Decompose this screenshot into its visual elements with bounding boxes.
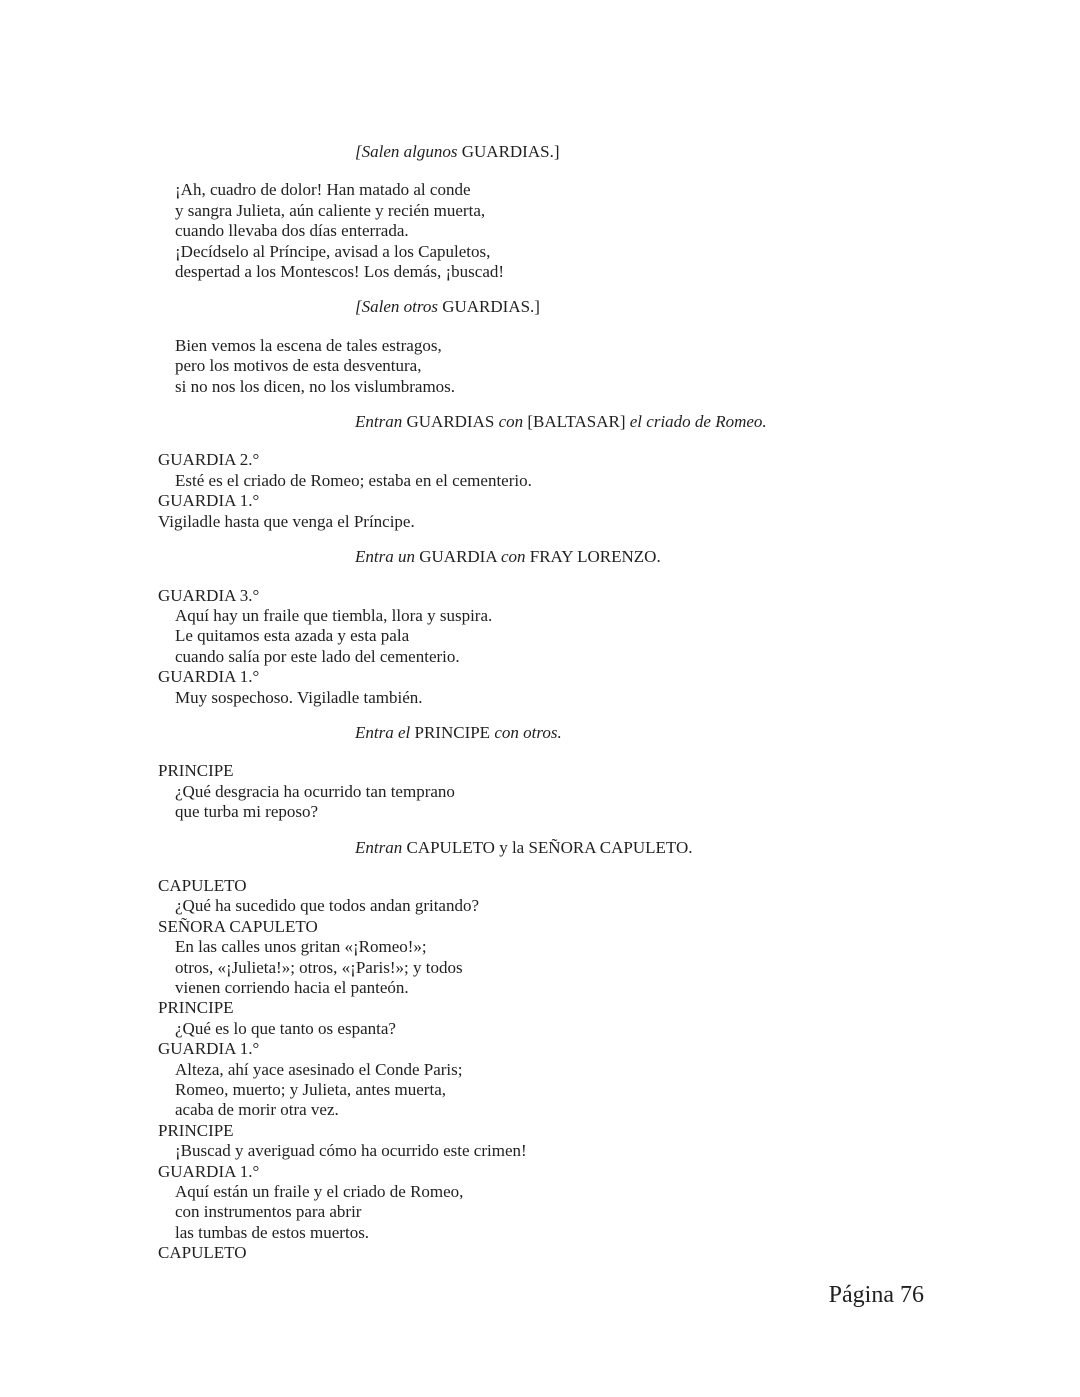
verse-line: ¡Ah, cuadro de dolor! Han matado al conde: [175, 180, 471, 200]
stage-direction-segment: GUARDIA: [419, 547, 501, 567]
speech-block: [158, 450, 1018, 491]
stage-direction: [355, 142, 1018, 162]
speech-block: [158, 1162, 1018, 1244]
stage-direction-segment: [Salen algunos: [355, 142, 462, 161]
play-text: [158, 127, 1018, 1264]
dialogue-line: con instrumentos para abrir: [175, 1202, 362, 1222]
stage-direction: [355, 547, 1018, 567]
verse-line: pero los motivos de esta desventura,: [175, 356, 422, 376]
page-number: Página 76: [828, 1282, 924, 1308]
speaker-name: GUARDIA 1.°: [158, 491, 260, 511]
dialogue-line: Esté es el criado de Romeo; estaba en el cementerio.: [175, 470, 532, 490]
dialogue-line: vienen corriendo hacia el panteón.: [175, 978, 409, 997]
stage-direction-segment: Entran: [355, 412, 407, 432]
dialogue-line: Romeo, muerto; y Julieta, antes muerta,: [175, 1080, 446, 1100]
speaker-name: CAPULETO: [158, 875, 247, 895]
speaker-name: PRINCIPE: [158, 761, 234, 781]
speech-block: [158, 876, 1018, 917]
stage-direction-segment: Entra un: [355, 547, 420, 567]
speech-block: [158, 998, 1018, 1039]
verse-line: despertad a los Montescos! Los demás, ¡buscad!: [175, 262, 505, 282]
stage-direction: [355, 297, 1018, 317]
dialogue-line: las tumbas de estos muertos.: [175, 1222, 370, 1242]
stage-direction-segment: GUARDIAS.]: [442, 297, 540, 317]
speaker-name: PRINCIPE: [158, 1120, 234, 1140]
speaker-name: GUARDIA 3.°: [158, 585, 260, 605]
dialogue-line: En las calles unos gritan «¡Romeo!»;: [175, 937, 427, 957]
stage-direction-segment: PRINCIPE: [414, 722, 495, 742]
speaker-name: SEÑORA CAPULETO: [158, 916, 318, 936]
dialogue-line: ¿Qué es lo que tanto os espanta?: [175, 1018, 396, 1038]
dialogue-line: Aquí hay un fraile que tiembla, llora y suspira.: [175, 605, 493, 625]
stage-direction-segment: el criado de Romeo.: [629, 412, 767, 432]
dialogue-line: Vigiladle hasta que venga el Príncipe.: [158, 511, 415, 531]
speech-block: [158, 491, 1018, 532]
stage-direction-segment: con otros.: [494, 722, 562, 742]
verse-block: [158, 336, 1018, 397]
stage-direction-segment: [Salen otros: [355, 297, 443, 317]
stage-direction-segment: [BALTASAR]: [527, 412, 630, 432]
dialogue-line: acaba de morir otra vez.: [175, 1100, 339, 1120]
dialogue-line: Alteza, ahí yace asesinado el Conde Paris;: [175, 1059, 463, 1079]
verse-line: si no nos los dicen, no los vislumbramos.: [175, 376, 456, 396]
dialogue-line: ¡Buscad y averiguad cómo ha ocurrido este crimen!: [175, 1141, 527, 1161]
dialogue-line: otros, «¡Julieta!»; otros, «¡Paris!»; y todos: [175, 957, 463, 977]
verse-line: y sangra Julieta, aún caliente y recién muerta,: [175, 200, 486, 220]
dialogue-line: Muy sospechoso. Vigiladle también.: [175, 687, 423, 707]
verse-line: cuando llevaba dos días enterrada.: [175, 221, 409, 241]
speaker-name: CAPULETO: [158, 1243, 247, 1263]
speaker-name: PRINCIPE: [158, 998, 234, 1018]
stage-direction-segment: Entra el: [355, 722, 415, 742]
speech-block: [158, 667, 1018, 708]
dialogue-line: ¿Qué ha sucedido que todos andan gritando?: [175, 896, 480, 916]
speech-block: [158, 1243, 1018, 1263]
speech-block: [158, 917, 1018, 999]
stage-direction: [355, 723, 1018, 743]
dialogue-line: que turba mi reposo?: [175, 802, 319, 822]
speech-block: [158, 761, 1018, 822]
dialogue-line: cuando salía por este lado del cementerio.: [175, 646, 460, 666]
dialogue-line: ¿Qué desgracia ha ocurrido tan temprano: [175, 781, 455, 801]
stage-direction-segment: CAPULETO y la SEÑORA CAPULETO.: [406, 837, 693, 857]
speech-block: [158, 1039, 1018, 1121]
stage-direction: [355, 412, 1018, 432]
dialogue-line: Le quitamos esta azada y esta pala: [175, 626, 410, 646]
stage-direction-segment: FRAY LORENZO.: [529, 547, 661, 567]
verse-line: Bien vemos la escena de tales estragos,: [175, 335, 442, 355]
speech-block: [158, 1121, 1018, 1162]
stage-direction: [355, 838, 1018, 858]
verse-line: ¡Decídselo al Príncipe, avisad a los Capuletos,: [175, 241, 491, 261]
stage-direction-segment: con: [498, 412, 528, 432]
stage-direction-segment: con: [500, 547, 530, 567]
speaker-name: GUARDIA 1.°: [158, 667, 260, 687]
speaker-name: GUARDIA 1.°: [158, 1161, 260, 1181]
speaker-name: GUARDIA 1.°: [158, 1039, 260, 1059]
verse-block: [158, 180, 1018, 282]
speaker-name: GUARDIA 2.°: [158, 450, 260, 470]
speech-block: [158, 586, 1018, 668]
stage-direction-segment: Entran: [355, 837, 407, 857]
stage-direction-segment: GUARDIAS: [406, 412, 499, 432]
dialogue-line: Aquí están un fraile y el criado de Romeo,: [175, 1182, 464, 1202]
stage-direction-segment: GUARDIAS.]: [461, 142, 560, 161]
